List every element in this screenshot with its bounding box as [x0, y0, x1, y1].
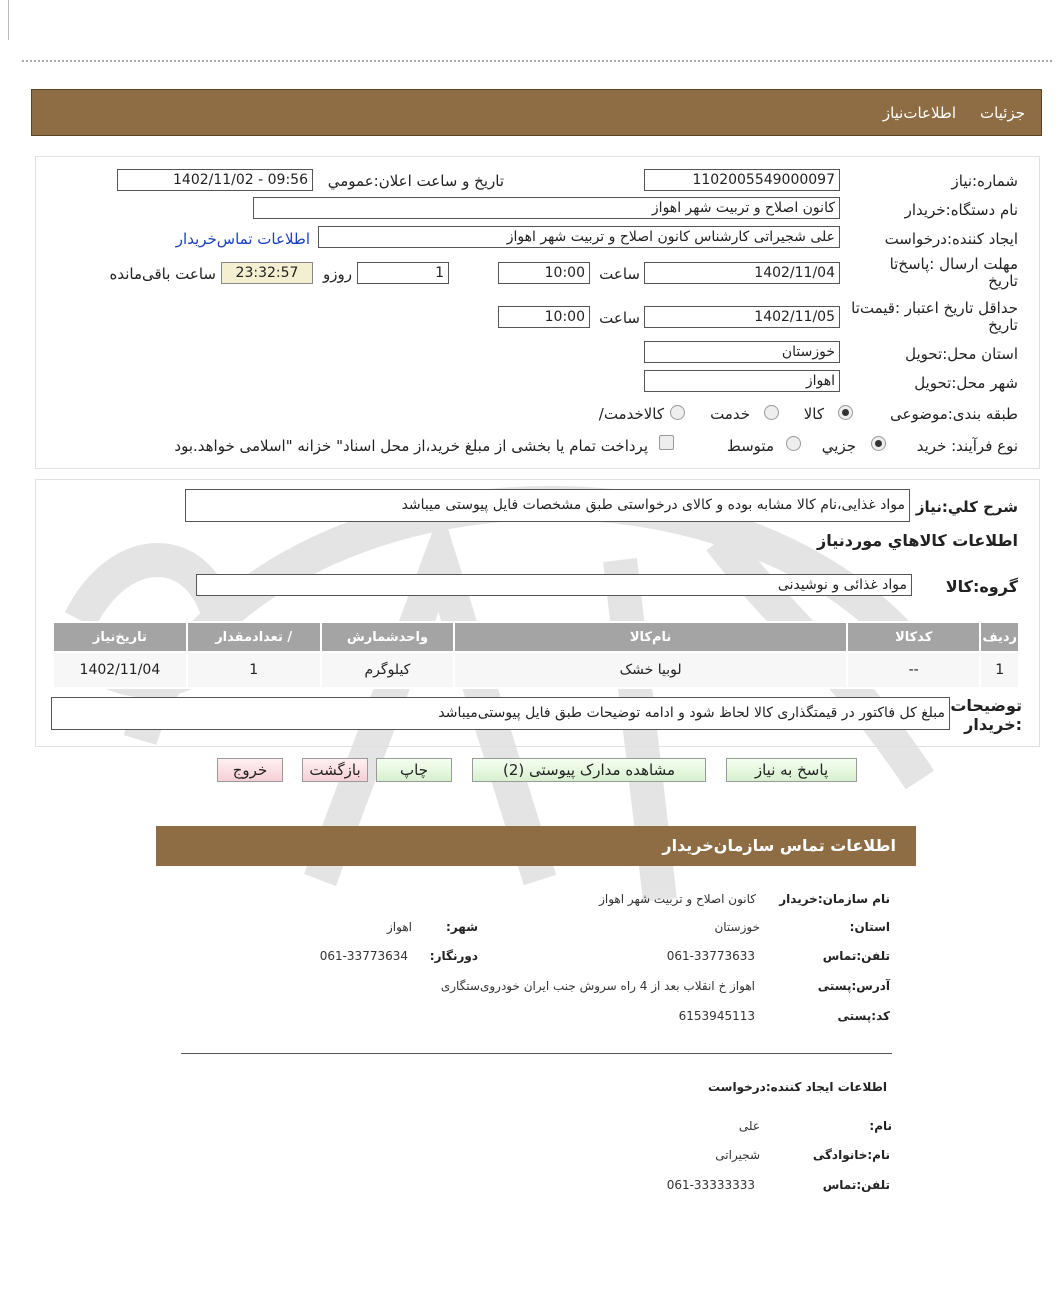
- need-number-label: شماره:نیاز: [951, 172, 1018, 190]
- province-field: خوزستان: [644, 341, 840, 363]
- contact-phone-value: 061-33773633: [666, 949, 755, 963]
- goods-table: [52, 621, 1020, 689]
- contact-city-label: :شهر: [446, 920, 478, 934]
- reply-button[interactable]: پاسخ به نیاز: [726, 758, 857, 782]
- cell-qty: 1: [187, 652, 321, 688]
- process-label: نوع فرآیند: خرید: [916, 437, 1018, 455]
- deadline-label-text: مهلت ارسال :پاسخ‌تا تاریخ: [889, 255, 1018, 290]
- remaining-label: ساعت باقی‌مانده: [109, 265, 216, 283]
- header-bar: [31, 89, 1042, 136]
- need-number-field: 1102005549000097: [644, 169, 840, 191]
- cell-unit: کیلوگرم: [321, 652, 455, 688]
- col-code-header: کدکالا: [847, 622, 981, 652]
- contact-address-label: آدرس:پستی: [817, 979, 890, 993]
- buyer-org-label: نام دستگاه:خریدار: [904, 201, 1018, 219]
- buyer-contact-link[interactable]: اطلاعات تماس‌خریدار: [175, 230, 310, 248]
- process-medium-radio[interactable]: [786, 436, 801, 451]
- tab-need-info[interactable]: اطلاعات‌نیاز: [882, 103, 957, 122]
- contact-province-value: خوزستان: [714, 920, 760, 934]
- contact-postal-label: کد:پستی: [837, 1009, 890, 1023]
- creator-phone-value: 061-33333333: [666, 1178, 755, 1192]
- contact-org-label: نام سازمان:خریدار: [779, 892, 890, 906]
- goods-group-field: مواد غذائی و نوشیدنی: [196, 574, 912, 596]
- deadline-time-field: 10:00: [498, 262, 590, 284]
- col-qty-header: / تعدادمقدار: [187, 622, 321, 652]
- col-row-header: رديف: [980, 622, 1019, 652]
- creator-name-value: علی: [738, 1119, 760, 1133]
- view-attachments-button[interactable]: مشاهده مدارک پیوستی (2): [472, 758, 706, 782]
- treasury-payment-note: پرداخت تمام یا بخشی از مبلغ خرید،از محل اسناد" خزانه "اسلامی خواهد.بود: [174, 437, 648, 455]
- contact-fax-label: :دورنگار: [429, 949, 478, 963]
- buyer-org-field: کانون اصلاح و تربیت شهر اهواز: [253, 197, 840, 219]
- col-date-header: تاریخ‌نیاز: [53, 622, 187, 652]
- col-unit-header: واحدشمارش: [321, 622, 455, 652]
- contact-org-value: کانون اصلاح و تربیت شهر اهواز: [599, 892, 756, 906]
- buyer-contact-title-bar: اطلاعات تماس سازمان‌خریدار: [156, 826, 916, 866]
- cell-date: 1402/11/04: [53, 652, 187, 688]
- cell-code: --: [847, 652, 981, 688]
- print-button[interactable]: چاپ: [376, 758, 452, 782]
- col-name-header: نام‌کالا: [454, 622, 847, 652]
- category-goods-service-label: /کالاخدمت: [598, 405, 664, 423]
- contact-divider: [181, 1053, 892, 1054]
- process-medium-label: متوسط: [726, 437, 774, 455]
- goods-table-header-row: [53, 622, 1019, 652]
- cell-name: لوبیا خشک: [454, 652, 847, 688]
- contact-fax-value: 061-33773634: [319, 949, 408, 963]
- creator-phone-label: تلفن:تماس: [822, 1178, 890, 1192]
- creator-family-label: نام:خانوادگی: [812, 1148, 890, 1162]
- validity-label: حداقل تاریخ اعتبار :قیمت‌تا تاریخ: [851, 299, 1018, 334]
- cell-row: 1: [980, 652, 1019, 688]
- creator-label: ایجاد کننده:درخواست: [884, 230, 1018, 248]
- table-row: [53, 652, 1019, 688]
- contact-province-label: :استان: [849, 920, 890, 934]
- treasury-payment-checkbox[interactable]: [659, 435, 674, 450]
- category-goods-label: کالا: [803, 405, 824, 423]
- deadline-date-field: 1402/11/04: [644, 262, 840, 284]
- validity-time-field: 10:00: [498, 306, 590, 328]
- city-field: اهواز: [644, 370, 840, 392]
- province-label: استان محل:تحویل: [905, 345, 1018, 363]
- goods-info-title: اطلاعات کالاهاي موردنياز: [817, 531, 1018, 550]
- buyer-notes-field: مبلغ کل فاکتور در قیمتگذاری کالا لحاظ شود و ادامه توضیحات طبق فایل پیوستی‌میباشد: [51, 697, 950, 730]
- creator-field: علی شجیراتی کارشناس کانون اصلاح و تربیت شهر اهواز: [318, 226, 840, 248]
- contact-address-value: اهواز خ انقلاب بعد از 4 راه سروش جنب ایران خودرو‌ی‌ستگاری: [440, 979, 755, 993]
- validity-date-field: 1402/11/05: [644, 306, 840, 328]
- days-field: 1: [357, 262, 449, 284]
- back-button[interactable]: بازگشت: [302, 758, 368, 782]
- contact-city-value: اهواز: [387, 920, 412, 934]
- days-label: روزو: [323, 265, 352, 283]
- category-label: طبقه بندی:موضوعی: [890, 405, 1018, 423]
- category-goods-radio[interactable]: [838, 405, 853, 420]
- category-service-label: خدمت: [710, 405, 750, 423]
- creator-name-label: :نام: [869, 1119, 892, 1133]
- general-description-label: شرح کلي:نیاز: [915, 498, 1018, 516]
- buyer-notes-label: توضیحات :خریدار: [950, 696, 1022, 734]
- contact-phone-label: تلفن:تماس: [822, 949, 890, 963]
- deadline-time-label: ساعت: [599, 265, 640, 283]
- creator-info-title: اطلاعات ایجاد کننده:درخواست: [707, 1080, 887, 1094]
- left-edge-line: [8, 0, 9, 40]
- exit-button[interactable]: خروج: [217, 758, 283, 782]
- creator-family-value: شجیراتی: [715, 1148, 760, 1162]
- validity-time-label: ساعت: [599, 309, 640, 327]
- category-goods-service-radio[interactable]: [670, 405, 685, 420]
- top-dotted-divider: [22, 60, 1052, 62]
- contact-postal-value: 6153945113: [678, 1009, 755, 1023]
- announce-date-field: 1402/11/02 - 09:56: [117, 169, 313, 191]
- countdown-timer: 23:32:57: [221, 262, 313, 284]
- process-partial-label: جزيي: [821, 437, 856, 455]
- deadline-label: [868, 256, 1018, 290]
- process-partial-radio[interactable]: [871, 436, 886, 451]
- general-description-field: مواد غذایی،نام کالا مشابه بوده و کالای درخواستی طبق مشخصات فایل پیوستی میباشد: [185, 489, 910, 522]
- category-service-radio[interactable]: [764, 405, 779, 420]
- announce-label: تاریخ و ساعت اعلان:عمومي: [327, 172, 504, 190]
- city-label: شهر محل:تحویل: [914, 374, 1018, 392]
- tab-details[interactable]: جزئیات: [980, 103, 1025, 122]
- goods-group-label: گروه:کالا: [945, 577, 1018, 596]
